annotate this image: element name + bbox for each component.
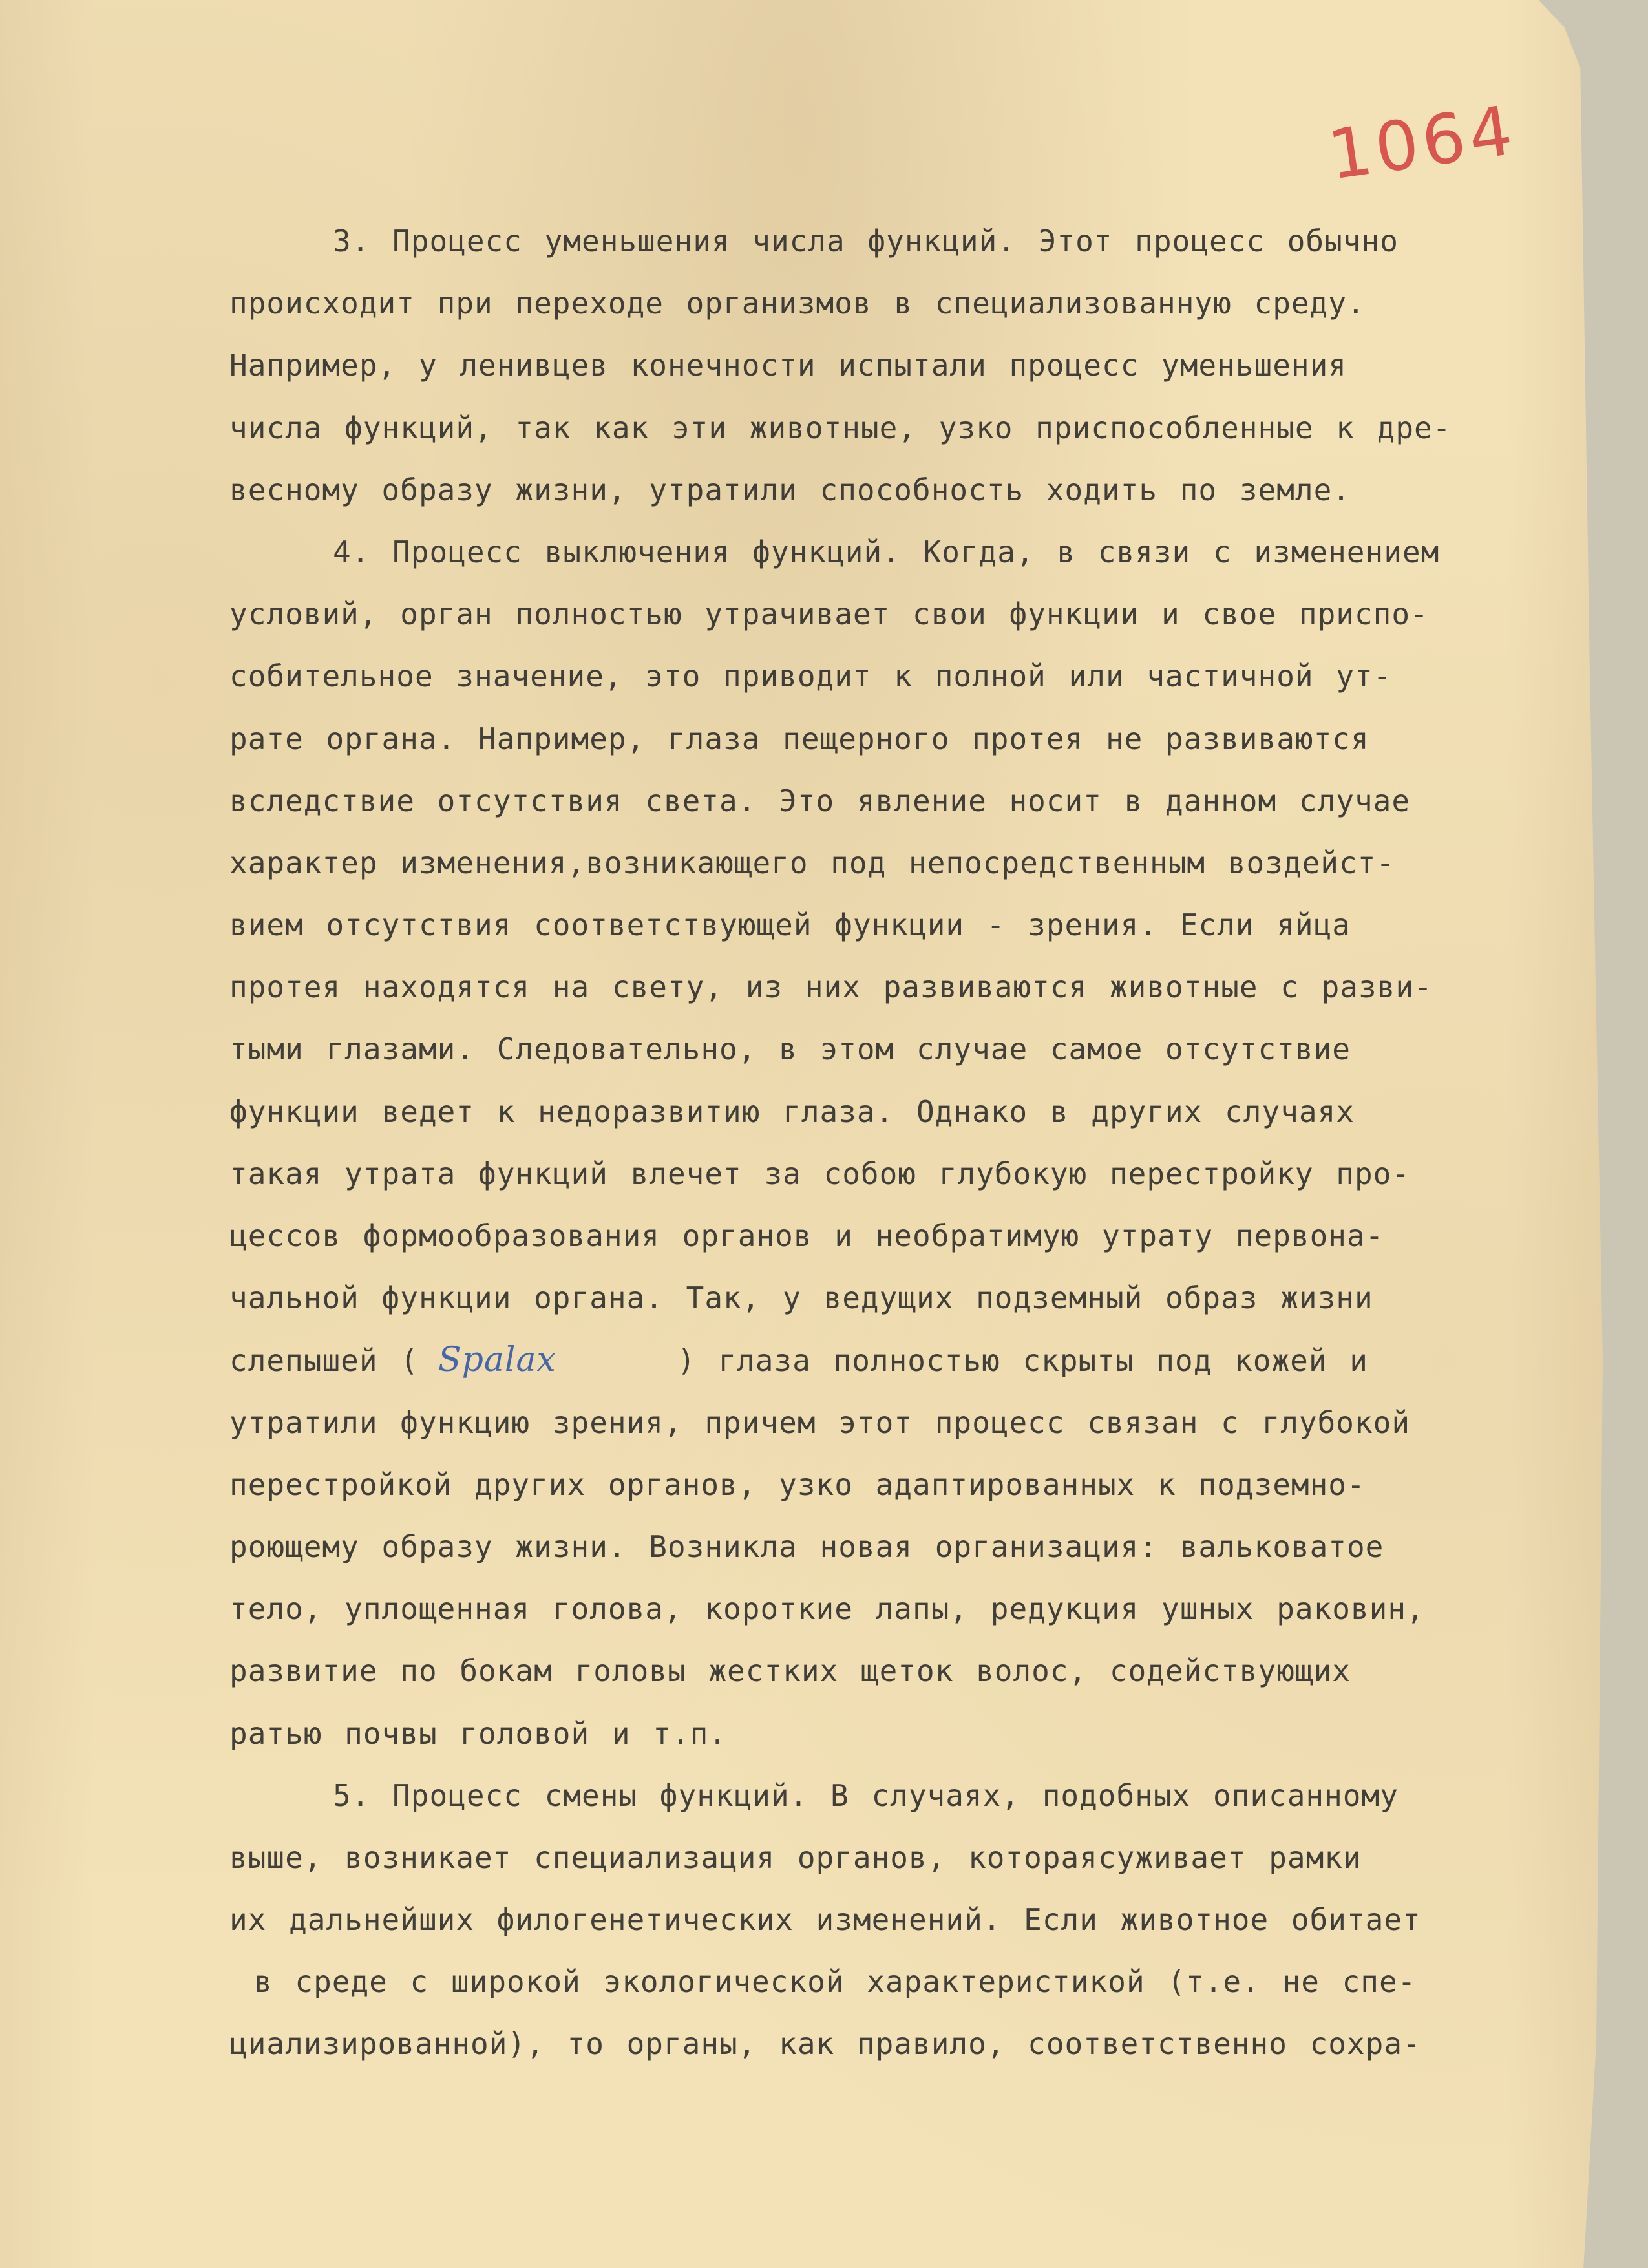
text-line: Например, у ленивцев конечности испытали процесс уменьшения — [229, 348, 1347, 383]
text-line: 5. Процесс смены функций. В случаях, подобных описанному — [333, 1777, 1399, 1813]
text-line: их дальнейших филогенетических изменений. Если животное обитает — [229, 1902, 1421, 1938]
text-line: происходит при переходе организмов в специализованную среду. — [229, 286, 1366, 321]
text-fragment: слепышей ( — [229, 1343, 419, 1379]
text-line: характер изменения,возникающего под непосредственным воздейст- — [229, 845, 1395, 880]
text-line: тыми глазами. Следовательно, в этом случае самое отсутствие — [229, 1032, 1351, 1067]
text-line: утратили функцию зрения, причем этот процесс связан с глубокой — [229, 1404, 1411, 1440]
text-line: развитие по бокам головы жестких щеток волос, содействующих — [229, 1653, 1351, 1689]
text-line: рате органа. Например, глаза пещерного протея не развиваются — [229, 721, 1369, 756]
text-fragment: ) глаза полностью скрыты под кожей и — [677, 1343, 1368, 1379]
text-line: цессов формообразования органов и необратимую утрату первона- — [229, 1218, 1384, 1253]
text-line: собительное значение, это приводит к полной или частичной ут- — [229, 659, 1392, 694]
text-line: в среде с широкой экологической характеристикой (т.е. не спе- — [254, 1964, 1417, 2000]
text-line: вследствие отсутствия света. Это явление носит в данном случае — [229, 783, 1411, 818]
text-line: перестройкой других органов, узко адаптированных к подземно- — [229, 1467, 1366, 1502]
text-line: функции ведет к недоразвитию глаза. Однако в других случаях — [229, 1094, 1355, 1129]
text-line: 3. Процесс уменьшения числа функций. Этот процесс обычно — [333, 224, 1399, 259]
text-line: тело, уплощенная голова, короткие лапы, редукция ушных раковин, — [229, 1591, 1425, 1627]
text-line: протея находятся на свету, из них развиваются животные с разви- — [229, 970, 1433, 1005]
text-line-with-insertion — [229, 1329, 1606, 1391]
handwritten-latin-name: Spalax — [438, 1341, 556, 1380]
text-line: роющему образу жизни. Возникла новая организация: вальковатое — [229, 1529, 1384, 1564]
text-line: условий, орган полностью утрачивает свои функции и свое приспо- — [229, 597, 1429, 632]
text-line: числа функций, так как эти животные, узко приспособленные к дре- — [229, 410, 1452, 445]
typewritten-body — [229, 210, 1606, 2075]
text-line: весному образу жизни, утратили способность ходить по земле. — [229, 472, 1351, 507]
handwritten-page-number: 1064 — [1323, 90, 1521, 195]
text-line: вием отсутствия соответствующей функции - зрения. Если яйца — [229, 907, 1351, 943]
text-line: такая утрата функций влечет за собою глубокую перестройку про- — [229, 1156, 1411, 1191]
text-line: ратью почвы головой и т.п. — [229, 1715, 728, 1751]
text-line: выше, возникает специализация органов, котораясуживает рамки — [229, 1839, 1362, 1875]
text-line: чальной функции органа. Так, у ведущих подземный образ жизни — [229, 1280, 1373, 1316]
text-line: 4. Процесс выключения функций. Когда, в связи с изменением — [333, 534, 1440, 569]
text-line: циализированной), то органы, как правило, соответственно сохра- — [229, 2026, 1421, 2062]
